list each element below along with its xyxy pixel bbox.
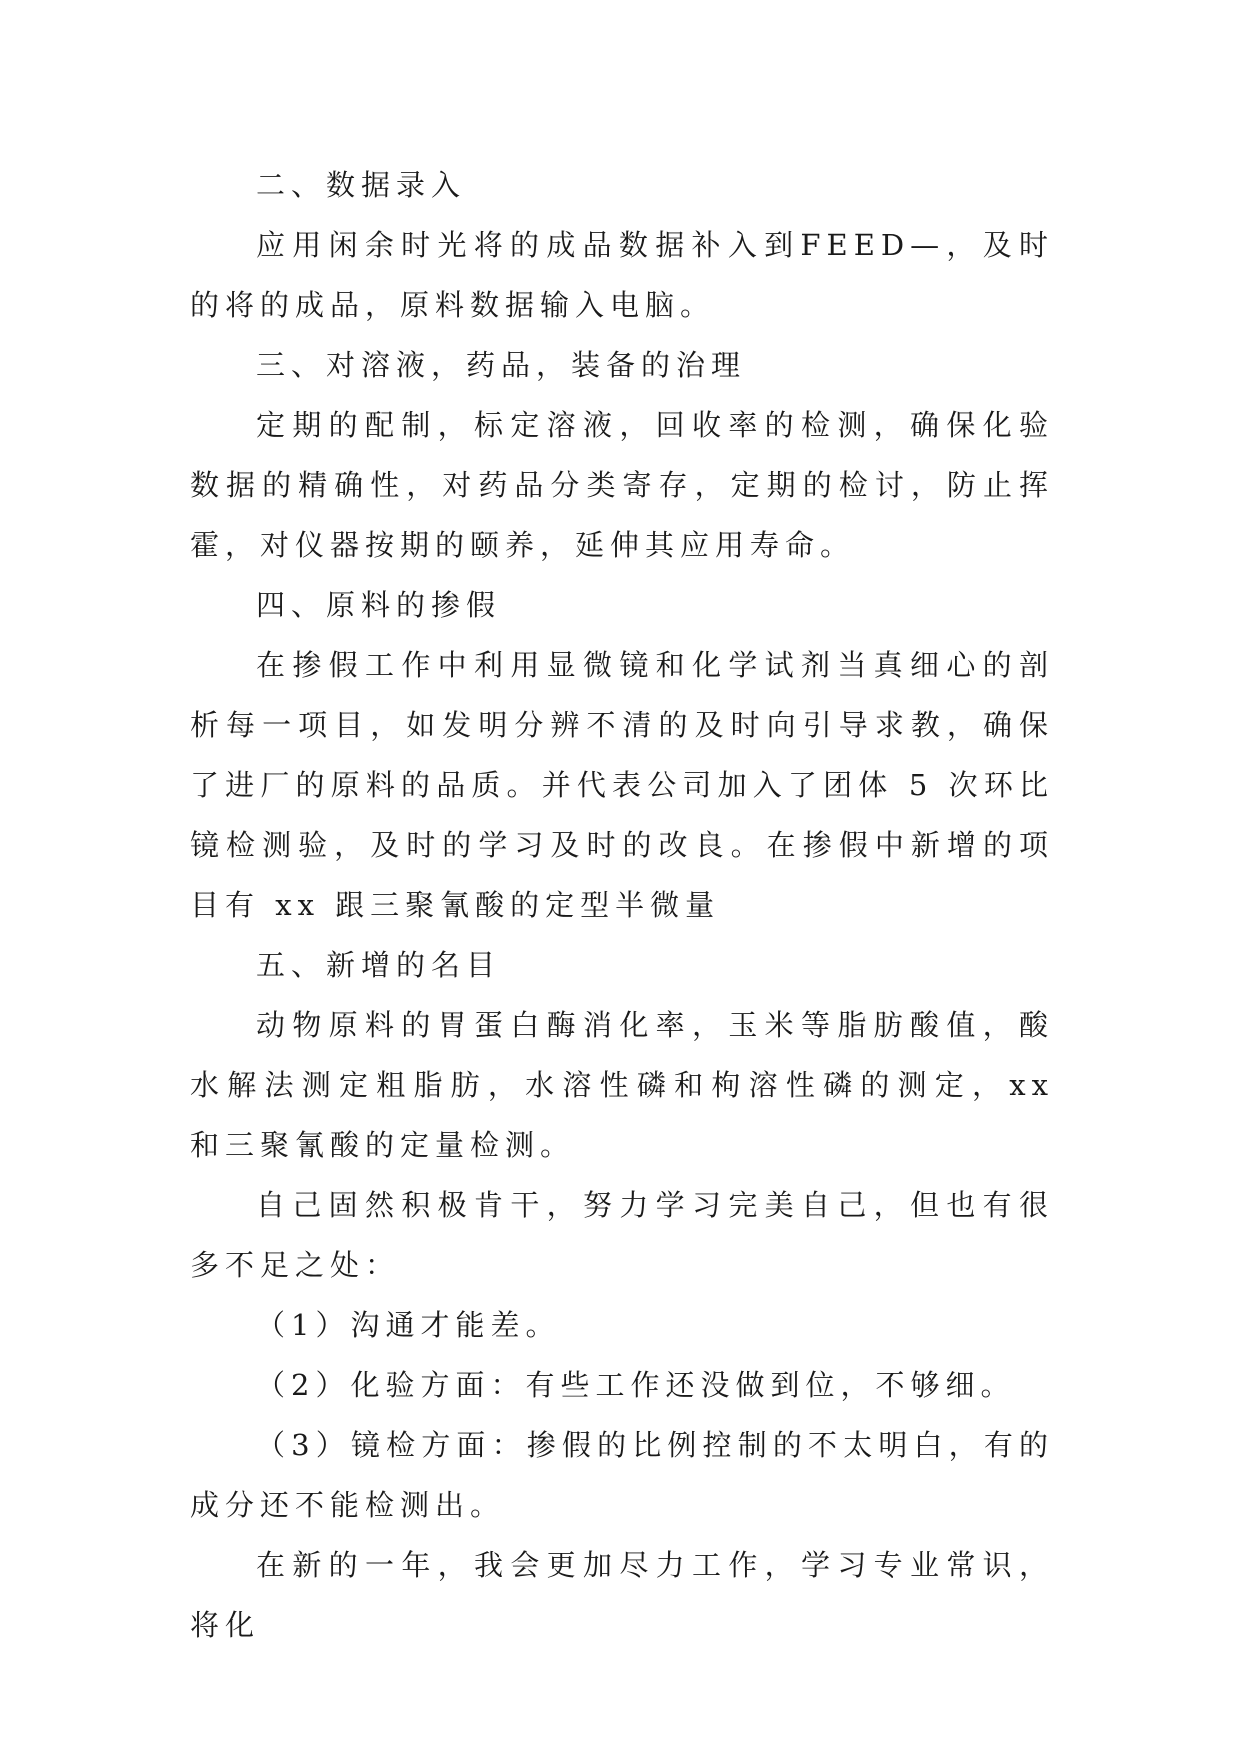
section-heading-new-items: 五、新增的名目 (256, 948, 502, 982)
paragraph-new-items: 动物原料的胃蛋白酶消化率，玉米等脂肪酸值，酸水解法测定粗脂肪，水溶性磷和枸溶性磷的测定，xx 和三聚氰酸的定量检测。 (190, 1008, 1054, 1162)
paragraph-data-entry: 应用闲余时光将的成品数据补入到FEED—，及时的将的成品，原料数据输入电脑。 (190, 228, 1054, 322)
section-heading-solution-management: 三、对溶液，药品，装备的治理 (256, 348, 747, 382)
section-heading-adulteration: 四、原料的掺假 (256, 588, 502, 622)
list-item-shortcoming-3: （3）镜检方面：掺假的比例控制的不太明白，有的成分还不能检测出。 (190, 1428, 1054, 1522)
paragraph-new-year-plan: 在新的一年，我会更加尽力工作，学习专业常识，将化 (190, 1548, 1054, 1642)
paragraph-solution-management: 定期的配制，标定溶液，回收率的检测，确保化验数据的精确性，对药品分类寄存，定期的检讨，防止挥霍，对仪器按期的颐养，延伸其应用寿命。 (190, 408, 1054, 562)
list-item-shortcoming-1: （1）沟通才能差。 (256, 1308, 561, 1342)
list-item-shortcoming-2: （2）化验方面：有些工作还没做到位，不够细。 (256, 1368, 1016, 1402)
paragraph-shortcomings-intro: 自己固然积极肯干，努力学习完美自己，但也有很多不足之处： (190, 1188, 1054, 1282)
section-heading-data-entry: 二、数据录入 (256, 168, 467, 202)
document-body (190, 155, 1054, 1655)
paragraph-adulteration: 在掺假工作中利用显微镜和化学试剂当真细心的剖析每一项目，如发明分辨不清的及时向引导求教，确保了进厂的原料的品质。并代表公司加入了团体 5 次环比镜检测验，及时的学习及时的改良。在掺假中新增的项目有 xx 跟三聚氰酸的定型半微量 (190, 648, 1054, 922)
